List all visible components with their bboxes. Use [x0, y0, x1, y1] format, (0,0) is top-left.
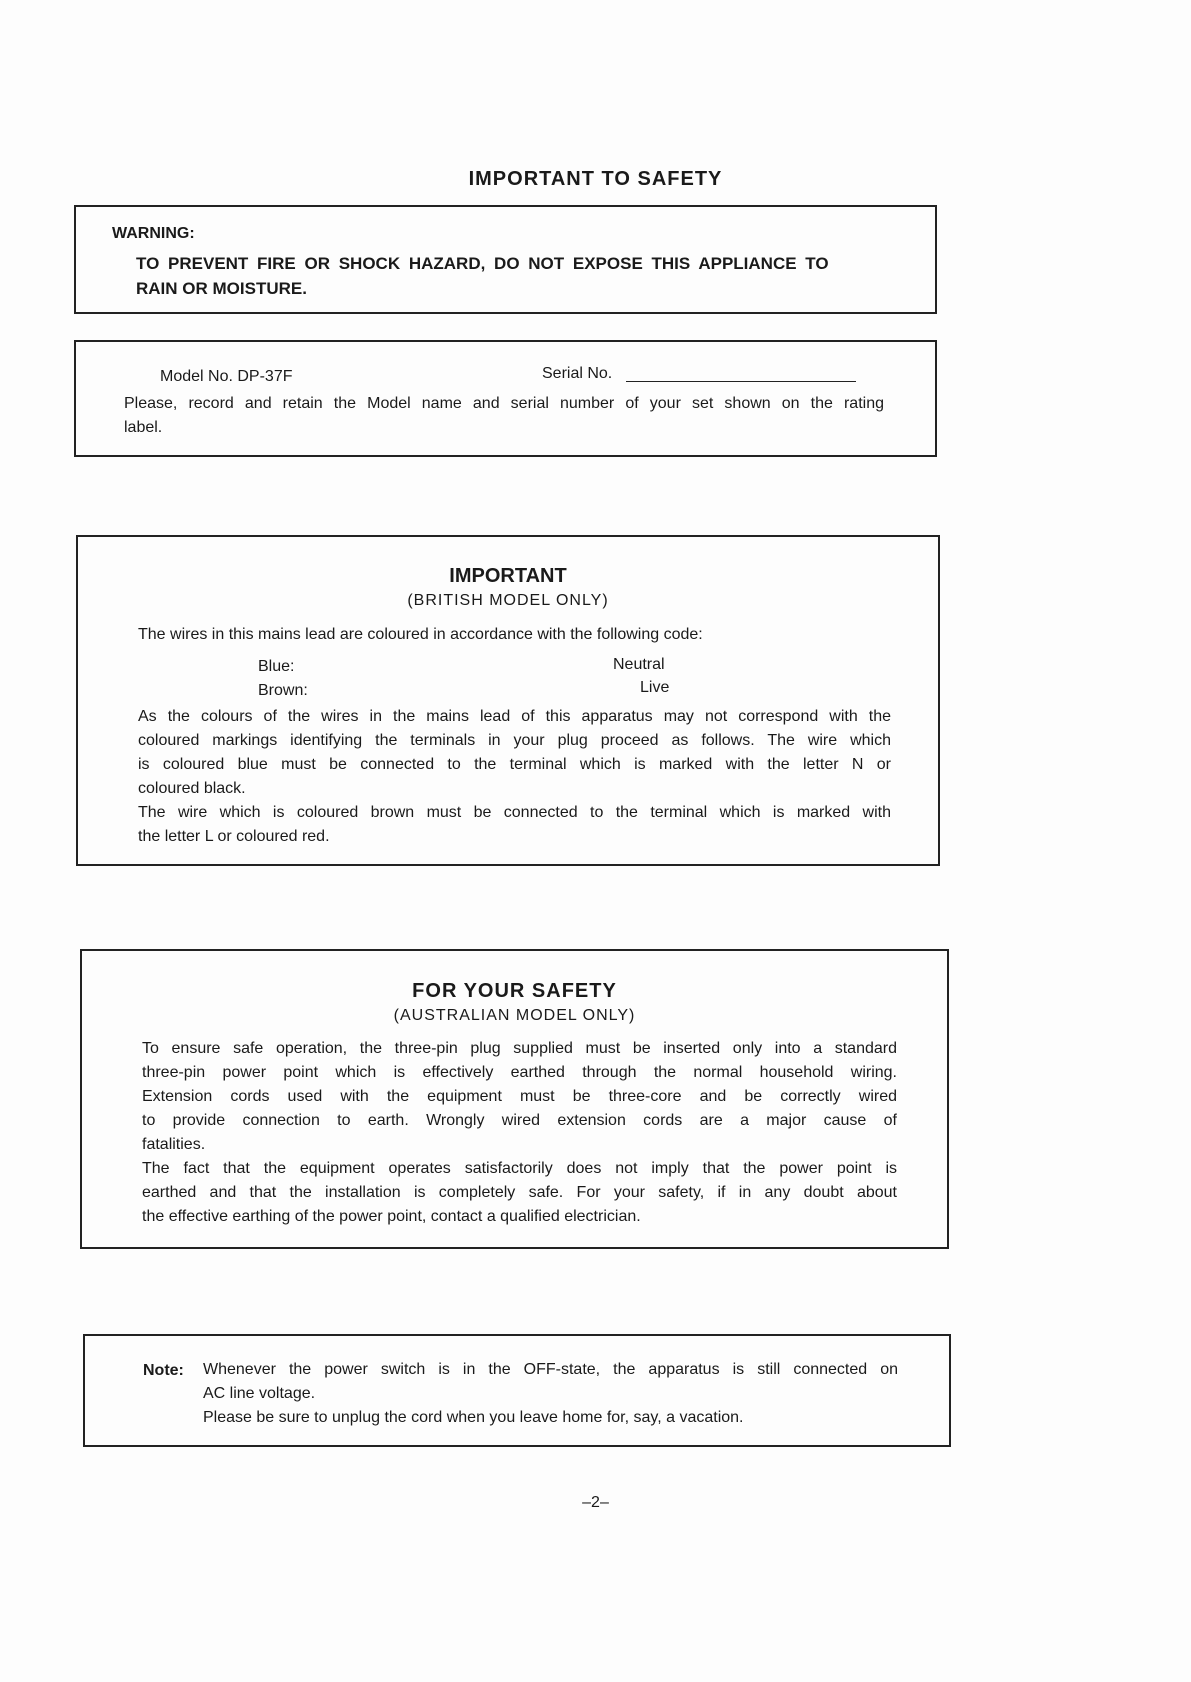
note-text	[203, 1358, 898, 1430]
british-intro: The wires in this mains lead are coloured in accordance with the following code:	[138, 626, 703, 643]
text-line: is coloured blue must be connected to the terminal which is marked with the letter N or	[138, 756, 891, 773]
warning-line-1: TO PREVENT FIRE OR SHOCK HAZARD, DO NOT EXPOSE THIS APPLIANCE TO	[136, 254, 829, 273]
text-line: fatalities.	[142, 1136, 206, 1153]
text-line: The wire which is coloured brown must be connected to the terminal which is marked with	[138, 804, 891, 821]
warning-line-2: RAIN OR MOISTURE.	[136, 279, 307, 298]
note-label: Note:	[143, 1362, 184, 1379]
australian-instructions	[142, 1037, 897, 1229]
australian-model-box	[80, 949, 949, 1249]
text-line: three-pin power point which is effectively earthed through the normal household wiring.	[142, 1064, 897, 1081]
model-number: Model No. DP-37F	[160, 368, 293, 385]
text-line: coloured black.	[138, 780, 246, 797]
british-heading: IMPORTANT	[449, 565, 567, 587]
text-line: As the colours of the wires in the mains lead of this apparatus may not correspond with the	[138, 708, 891, 725]
text-line: Please be sure to unplug the cord when you leave home for, say, a vacation.	[203, 1409, 744, 1426]
text-line: Please, record and retain the Model name and serial number of your set shown on the rating	[124, 395, 884, 412]
note-box	[83, 1334, 951, 1447]
code-meaning-live: Live	[640, 679, 670, 696]
page-title: IMPORTANT TO SAFETY	[468, 168, 723, 190]
british-model-box	[76, 535, 940, 866]
british-subheading: (BRITISH MODEL ONLY)	[407, 592, 609, 609]
serial-number-label: Serial No.	[542, 365, 613, 382]
warning-box	[74, 205, 937, 314]
text-line: the effective earthing of the power point, contact a qualified electrician.	[142, 1208, 641, 1225]
model-instructions	[124, 392, 884, 440]
warning-label: WARNING:	[112, 225, 195, 242]
text-line: to provide connection to earth. Wrongly wired extension cords are a major cause of	[142, 1112, 897, 1129]
code-colour-brown: Brown:	[258, 682, 308, 699]
text-line: To ensure safe operation, the three-pin plug supplied must be inserted only into a standard	[142, 1040, 897, 1057]
australian-heading: FOR YOUR SAFETY	[412, 980, 617, 1002]
code-colour-blue: Blue:	[258, 658, 295, 675]
text-line: coloured markings identifying the terminals in your plug proceed as follows. The wire which	[138, 732, 891, 749]
text-line: the letter L or coloured red.	[138, 828, 330, 845]
text-line: Whenever the power switch is in the OFF-state, the apparatus is still connected on	[203, 1361, 898, 1378]
code-meaning-neutral: Neutral	[613, 656, 665, 673]
text-line: label.	[124, 419, 163, 436]
text-line: earthed and that the installation is completely safe. For your safety, if in any doubt about	[142, 1184, 897, 1201]
text-line: Extension cords used with the equipment must be three-core and be correctly wired	[142, 1088, 897, 1105]
page-number: –2–	[582, 1494, 609, 1511]
text-line: AC line voltage.	[203, 1385, 316, 1402]
text-line: The fact that the equipment operates satisfactorily does not imply that the power point is	[142, 1160, 897, 1177]
model-serial-box	[74, 340, 937, 457]
british-instructions	[138, 705, 891, 849]
serial-number-line	[626, 381, 856, 382]
australian-subheading: (AUSTRALIAN MODEL ONLY)	[393, 1007, 636, 1024]
